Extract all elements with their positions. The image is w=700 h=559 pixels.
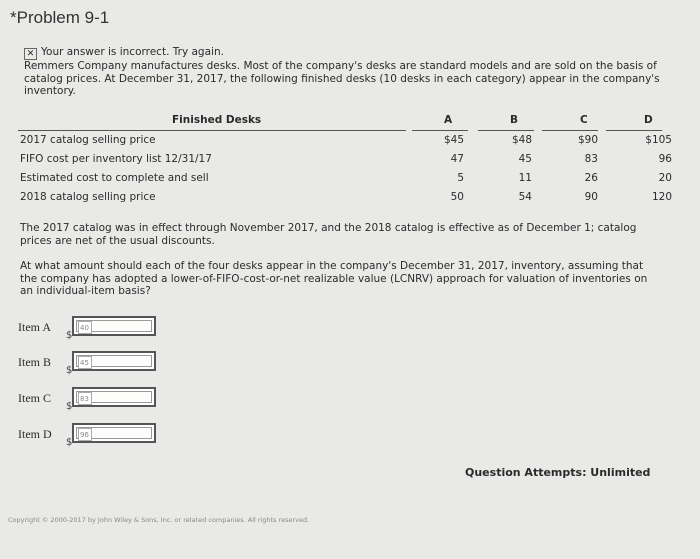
- problem-intro: Remmers Company manufactures desks. Most of the company's desks are standard models and are sold on the basis of catalog prices. At December 31, 2017, the following finished desks (10 desks in each category) appear in the company's inventory.: [24, 60, 660, 97]
- cell-a: 50: [450, 191, 464, 203]
- divider: [606, 130, 662, 131]
- catalog-note: The 2017 catalog was in effect through November 2017, and the 2018 catalog is effective as of December 1; catalog prices are net of the usual discounts.: [20, 222, 637, 247]
- page-title: *Problem 9-1: [10, 8, 110, 27]
- row-label: 2017 catalog selling price: [20, 134, 156, 146]
- question-attempts: Question Attempts: Unlimited: [465, 466, 651, 479]
- item-d-label: Item D: [18, 427, 52, 441]
- currency-symbol: $: [66, 365, 73, 376]
- cell-c: $90: [577, 134, 598, 146]
- currency-symbol: $: [66, 401, 73, 412]
- item-d-input-box[interactable]: [72, 423, 156, 443]
- column-c: C: [580, 114, 588, 126]
- item-a-label: Item A: [18, 320, 51, 334]
- table-row: [20, 153, 672, 169]
- cell-a: $45: [443, 134, 464, 146]
- cell-c: 90: [584, 191, 598, 203]
- divider: [412, 130, 468, 131]
- item-a-input-box[interactable]: [72, 316, 156, 336]
- divider: [18, 130, 406, 131]
- item-b-input[interactable]: [78, 356, 92, 369]
- item-b-input-box[interactable]: [72, 351, 156, 371]
- cell-a: 5: [457, 172, 464, 184]
- cell-b: 11: [518, 172, 532, 184]
- status-text: Your answer is incorrect. Try again.: [41, 46, 224, 58]
- cell-d: 20: [658, 172, 672, 184]
- item-c-input-box[interactable]: [72, 387, 156, 407]
- table-header-label: Finished Desks: [172, 114, 262, 126]
- question-text: At what amount should each of the four desks appear in the company's December 31, 2017, inventory, assuming that the company has adopted a lower-of-FIFO-cost-or-net realizable value (LCNRV) approach for valuation of inventories on an individual-item basis?: [20, 260, 648, 297]
- table-row: [20, 172, 672, 188]
- column-d: D: [644, 114, 653, 126]
- feedback-notice: [24, 46, 664, 98]
- divider: [542, 130, 598, 131]
- item-d-input[interactable]: [78, 428, 92, 441]
- cell-b: $48: [511, 134, 532, 146]
- cell-b: 45: [518, 153, 532, 165]
- cell-a: 47: [450, 153, 464, 165]
- row-label: Estimated cost to complete and sell: [20, 172, 209, 184]
- row-label: FIFO cost per inventory list 12/31/17: [20, 153, 212, 165]
- currency-symbol: $: [66, 437, 73, 448]
- cell-b: 54: [518, 191, 532, 203]
- column-a: A: [444, 114, 453, 126]
- item-a-input[interactable]: [78, 321, 92, 334]
- cell-d: $105: [645, 134, 672, 146]
- row-label: 2018 catalog selling price: [20, 191, 156, 203]
- table-row: [20, 134, 672, 150]
- cell-c: 26: [584, 172, 598, 184]
- copyright: Copyright © 2000-2017 by John Wiley & Sons, Inc. or related companies. All rights reserved.: [8, 516, 310, 524]
- divider: [478, 130, 534, 131]
- currency-symbol: $: [66, 330, 73, 341]
- item-c-label: Item C: [18, 391, 51, 405]
- item-b-label: Item B: [18, 355, 51, 369]
- cell-c: 83: [584, 153, 598, 165]
- cell-d: 120: [651, 191, 672, 203]
- table-row: [20, 191, 672, 207]
- table-header: [18, 114, 660, 134]
- item-c-input[interactable]: [78, 392, 92, 405]
- cell-d: 96: [658, 153, 672, 165]
- x-icon: ✕: [24, 48, 37, 60]
- column-b: B: [510, 114, 519, 126]
